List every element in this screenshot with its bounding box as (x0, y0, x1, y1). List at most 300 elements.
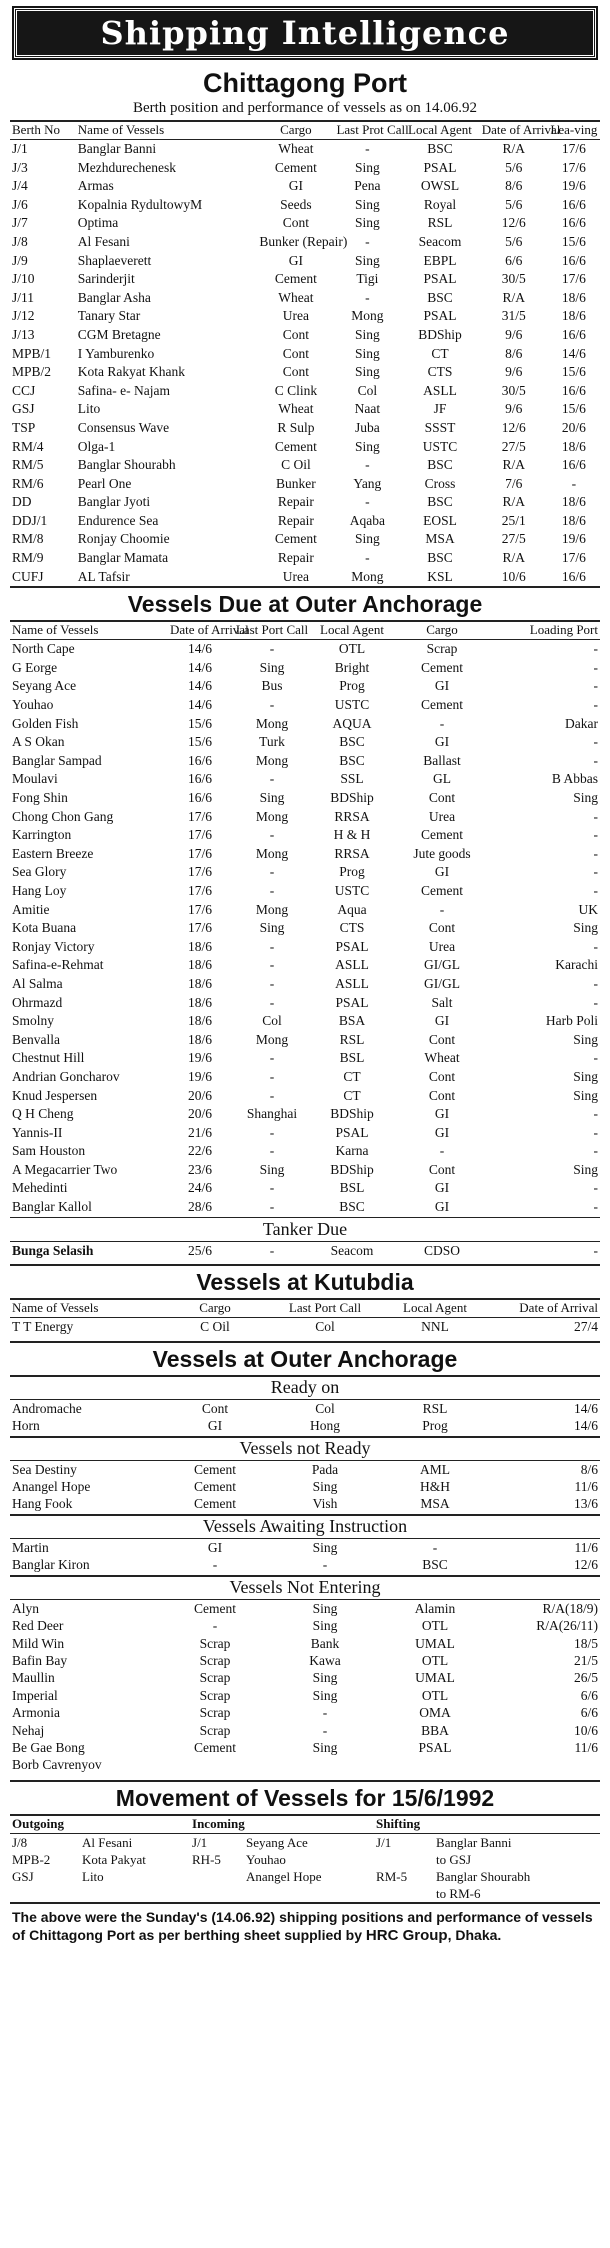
table-row (10, 1885, 600, 1902)
table-cell: UMAL (415, 1670, 455, 1686)
table-cell: GI (434, 1124, 450, 1140)
table-row (10, 400, 600, 419)
table-cell: - (212, 1557, 218, 1573)
table-cell: - (269, 1180, 275, 1196)
table-row (10, 140, 600, 159)
table-cell: AQUA (332, 715, 372, 731)
table-cell: 16/6 (187, 752, 212, 768)
table-cell: PSAL (335, 938, 369, 954)
table-cell: - (269, 1050, 275, 1066)
table-cell: A Megacarrier Two (12, 1161, 118, 1177)
port-title: Chittagong Port (203, 68, 407, 98)
table-cell: Lito (82, 1868, 104, 1884)
table-row (10, 363, 600, 382)
table-cell: Mezhdurechenesk (77, 159, 177, 175)
table-cell: 9/6 (505, 364, 523, 380)
table-cell: CTS (427, 364, 453, 380)
table-cell: 17/6 (561, 271, 586, 287)
table-cell: Mong (351, 568, 384, 584)
table-row (10, 1669, 600, 1686)
table-cell: 16/6 (561, 382, 586, 398)
table-cell: Hang Loy (12, 882, 67, 898)
table-cell: BSC (427, 494, 453, 510)
table-cell: 5/6 (505, 159, 523, 175)
table-cell: J/6 (12, 196, 28, 212)
table-cell: Sing (259, 790, 285, 805)
table-row (10, 975, 600, 994)
table-row (10, 994, 600, 1013)
table-cell: Optima (77, 215, 119, 231)
table-cell: - (593, 641, 598, 657)
table-cell: - (365, 550, 370, 566)
table-row (10, 1478, 600, 1495)
table-row (10, 475, 600, 494)
table-row (10, 1012, 600, 1031)
tanker-table (10, 1241, 600, 1261)
col-header: Outgoing (10, 1815, 190, 1834)
table-cell: Sing (312, 1687, 338, 1703)
table-cell: Sing (573, 1068, 598, 1084)
table-cell: J/7 (12, 215, 28, 231)
table-cell: Mong (255, 808, 289, 824)
table-cell: - (322, 1722, 328, 1738)
table-cell: 14/6 (187, 678, 212, 694)
table-cell: 18/6 (561, 289, 586, 305)
table-cell: JF (433, 401, 447, 417)
outer-group-table (10, 1460, 600, 1513)
table-cell: Urea (282, 568, 310, 584)
table-cell: - (269, 882, 275, 898)
table-cell: BSC (339, 752, 365, 768)
table-cell: - (432, 1539, 438, 1555)
table-cell: Amitie (12, 901, 50, 917)
table-cell: GI (434, 734, 450, 750)
table-cell: Mong (255, 901, 289, 917)
table-cell: Urea (428, 938, 456, 954)
table-cell: B Abbas (551, 771, 598, 787)
table-cell: Cont (428, 1068, 456, 1084)
table-cell: 17/6 (187, 845, 212, 861)
table-cell: 12/6 (573, 1557, 598, 1573)
table-cell: 22/6 (187, 1143, 212, 1159)
due-rows (10, 640, 600, 1217)
table-cell: to GSJ (436, 1851, 472, 1867)
table-cell: EBPL (423, 252, 457, 268)
table-cell: Banglar Banni (77, 141, 157, 156)
table-cell: Sing (354, 159, 380, 175)
table-cell: Naat (354, 401, 381, 417)
col-header: Local Agent (312, 621, 392, 640)
outer-group-title: Vessels not Ready (10, 1436, 600, 1459)
table-cell: Andrian Goncharov (12, 1068, 120, 1084)
table-cell: Lito (77, 401, 101, 417)
table-row (10, 1851, 600, 1868)
table-cell: Col (315, 1400, 335, 1416)
table-cell: 15/6 (561, 401, 586, 417)
table-cell: SSL (340, 771, 364, 787)
table-cell: Shaplaeverett (77, 252, 152, 268)
berth-table (10, 120, 600, 586)
table-cell: USTC (334, 697, 370, 713)
table-cell: - (365, 494, 370, 510)
table-cell: 5/6 (505, 196, 523, 212)
table-cell: MPB/1 (12, 345, 52, 361)
table-cell: - (593, 1143, 598, 1159)
table-cell: 16/6 (561, 252, 586, 268)
table-row (10, 1617, 600, 1634)
kutubdia-table (10, 1298, 600, 1337)
table-cell: J/4 (12, 178, 28, 194)
table-cell: Col (315, 1319, 335, 1335)
table-cell: KSL (427, 568, 453, 584)
table-row (10, 289, 600, 308)
table-cell: Chestnut Hill (12, 1050, 85, 1066)
table-cell: 19/6 (187, 1050, 212, 1066)
table-cell: Hong (310, 1418, 340, 1434)
col-header: Date of Arrival (490, 1299, 600, 1318)
table-cell: - (593, 734, 598, 750)
table-cell: Cont (201, 1400, 229, 1416)
table-cell: 6/6 (505, 252, 523, 268)
masthead: Shipping Intelligence (14, 8, 596, 58)
table-cell: J/1 (192, 1834, 208, 1850)
table-cell: CTS (339, 920, 365, 936)
table-cell: J/1 (376, 1834, 392, 1850)
table-cell: 15/6 (187, 715, 212, 731)
table-row (10, 1087, 600, 1106)
table-cell: GI/GL (424, 957, 460, 973)
table-cell: 25/1 (501, 512, 526, 528)
table-cell: OTL (338, 641, 366, 657)
table-row (10, 901, 600, 920)
table-cell: GI/GL (424, 975, 460, 991)
table-cell: - (365, 457, 370, 473)
table-cell: GI (207, 1539, 223, 1555)
table-cell: Col (357, 382, 378, 398)
outer-groups (10, 1375, 600, 1774)
table-cell: Al Fesani (77, 233, 130, 249)
table-row (10, 1756, 600, 1773)
table-row (10, 326, 600, 345)
table-cell: 17/6 (187, 827, 212, 843)
table-cell: GI (434, 1013, 450, 1029)
table-cell: Urea (282, 308, 310, 324)
table-cell: Sing (312, 1739, 338, 1755)
table-cell: GSJ (12, 1868, 34, 1884)
table-cell: 6/6 (580, 1687, 598, 1703)
table-cell: UK (578, 901, 598, 917)
table-cell: Mild Win (12, 1635, 65, 1651)
table-cell: - (593, 752, 598, 768)
table-row (10, 1599, 600, 1617)
col-header: Date of Arrival (480, 121, 548, 140)
table-cell: - (322, 1705, 328, 1721)
table-cell: Sing (312, 1479, 338, 1495)
table-cell: Youhao (246, 1851, 286, 1867)
table-cell: OWSL (420, 178, 460, 194)
table-cell: 9/6 (505, 326, 523, 342)
table-cell: - (269, 1068, 275, 1084)
table-row (10, 640, 600, 659)
table-cell: Eastern Breeze (12, 845, 94, 861)
table-cell: Banglar Jyoti (77, 494, 151, 510)
outer-group-table (10, 1599, 600, 1774)
table-cell: Scrap (426, 641, 458, 657)
table-cell: Sing (573, 920, 598, 936)
table-cell (10, 1885, 80, 1902)
table-cell: Endurence Sea (77, 512, 159, 528)
table-cell: Safina- e- Najam (77, 382, 171, 398)
table-cell: 18/6 (561, 494, 586, 510)
table-cell: 19/6 (187, 1068, 212, 1084)
table-cell: 12/6 (501, 419, 526, 435)
table-cell: MSA (420, 1496, 450, 1512)
table-cell: Dakar (565, 715, 598, 731)
kutubdia-rows (10, 1318, 600, 1337)
table-cell: USTC (422, 438, 458, 454)
movement-rows (10, 1833, 600, 1902)
table-cell: 14/6 (561, 345, 586, 361)
table-cell: Moulavi (12, 771, 58, 787)
berth-rows (10, 140, 600, 587)
table-cell: OTL (421, 1652, 449, 1668)
table-cell: - (269, 938, 275, 954)
table-cell: - (269, 697, 275, 713)
table-cell: A S Okan (12, 734, 65, 750)
table-cell: Consensus Wave (77, 419, 170, 435)
table-row (10, 1868, 600, 1885)
col-header: Shifting (374, 1815, 600, 1834)
table-cell: UMAL (415, 1635, 455, 1651)
table-row (10, 252, 600, 271)
table-cell: J/11 (12, 289, 35, 305)
table-cell: 18/6 (187, 1031, 212, 1047)
outer-group-table (10, 1399, 600, 1435)
table-cell: Banglar Asha (77, 289, 151, 305)
table-cell: - (593, 1242, 598, 1258)
table-row (10, 1833, 600, 1851)
table-cell: Sing (354, 196, 380, 212)
table-row (10, 1417, 600, 1434)
table-cell: 14/6 (573, 1418, 598, 1434)
table-cell: 20/6 (561, 419, 586, 435)
table-row (10, 752, 600, 771)
table-cell: RRSA (334, 808, 370, 824)
table-row (10, 808, 600, 827)
table-cell: TSP (12, 419, 36, 435)
movement-title: Movement of Vessels for 15/6/1992 (115, 1784, 495, 1811)
table-cell: Sing (354, 345, 380, 361)
table-cell: GI (434, 1106, 450, 1122)
table-row (10, 1635, 600, 1652)
table-cell: 18/6 (561, 512, 586, 528)
table-cell: MSA (425, 531, 455, 547)
table-cell: 6/6 (580, 1705, 598, 1721)
kutubdia-title: Vessels at Kutubdia (196, 1269, 414, 1296)
table-row (10, 530, 600, 549)
table-row (10, 1687, 600, 1704)
berth-subtitle: Berth position and performance of vessels as on 14.06.92 (132, 100, 478, 116)
table-cell: CUFJ (12, 568, 44, 584)
table-cell: Banglar Shourabh (436, 1868, 531, 1884)
table-cell: T T Energy (12, 1319, 74, 1335)
table-cell: Karrington (12, 827, 72, 843)
table-cell: - (593, 1199, 598, 1215)
table-cell: Sing (312, 1618, 338, 1634)
table-cell: PSAL (423, 308, 457, 324)
table-cell: Sing (312, 1670, 338, 1686)
col-header: Local Agent (400, 121, 479, 140)
table-cell: - (269, 1087, 275, 1103)
table-cell: AL Tafsir (77, 568, 130, 584)
table-cell: Be Gae Bong (12, 1739, 85, 1755)
table-cell: Mong (255, 752, 289, 768)
table-cell: Q H Cheng (12, 1106, 74, 1122)
table-cell: Sam Houston (12, 1143, 86, 1159)
outer-title: Vessels at Outer Anchorage (152, 1345, 458, 1372)
table-cell: 19/6 (561, 178, 586, 194)
table-cell: Cement (274, 271, 317, 287)
table-cell: Horn (12, 1418, 40, 1434)
table-row (10, 1161, 600, 1180)
table-cell: Bus (261, 678, 283, 694)
table-cell: - (269, 1143, 275, 1159)
table-cell: BBA (421, 1722, 449, 1738)
table-row (10, 919, 600, 938)
col-header: Berth No (10, 121, 76, 140)
col-header: Cargo (160, 1299, 270, 1318)
table-cell: Cement (274, 438, 317, 454)
table-cell: 17/6 (561, 159, 586, 175)
table-cell: Scrap (199, 1687, 231, 1703)
table-cell: 18/6 (561, 308, 586, 324)
due-title: Vessels Due at Outer Anchorage (127, 591, 483, 618)
table-cell: Alamin (414, 1600, 456, 1616)
table-cell: AML (420, 1461, 450, 1477)
table-cell: DD (12, 494, 32, 510)
table-cell: 27/5 (501, 438, 526, 454)
table-cell: 14/6 (187, 697, 212, 713)
table-row (10, 438, 600, 457)
table-cell: - (593, 994, 598, 1010)
table-cell: Hang Fook (12, 1496, 73, 1512)
table-cell: Ronjay Choomie (77, 531, 170, 547)
table-cell: Prog (339, 678, 365, 694)
table-cell: BDShip (418, 326, 462, 342)
table-row (10, 512, 600, 531)
table-cell: Sing (573, 790, 598, 805)
table-cell: - (269, 975, 275, 991)
table-cell: Cement (274, 531, 317, 547)
col-header: Date of Arrival (168, 621, 232, 640)
table-cell: Nehaj (12, 1722, 45, 1738)
table-cell: Urea (428, 808, 456, 824)
table-row (10, 382, 600, 401)
table-cell: BDShip (330, 790, 374, 805)
col-header: Loading Port (492, 621, 600, 640)
table-cell: Jute goods (413, 845, 471, 861)
table-cell: Turk (259, 734, 285, 750)
table-cell: Wheat (424, 1050, 460, 1066)
table-cell: - (439, 715, 445, 731)
col-header: Cargo (392, 621, 492, 640)
table-cell: Sing (573, 1031, 598, 1047)
table-cell: 17/6 (187, 882, 212, 898)
table-cell: OMA (419, 1705, 451, 1721)
table-cell: Maullin (12, 1670, 55, 1686)
table-cell: Cont (282, 345, 310, 361)
table-cell: BSC (427, 550, 453, 566)
table-cell: R/A (502, 550, 525, 566)
table-cell: C Oil (200, 1319, 230, 1335)
table-cell: Al Fesani (82, 1834, 133, 1850)
table-cell: J/8 (12, 1834, 28, 1850)
table-cell: GI (434, 678, 450, 694)
table-row (10, 1105, 600, 1124)
table-cell: Smolny (12, 1013, 55, 1029)
table-cell: - (593, 808, 598, 824)
table-cell (160, 1756, 270, 1773)
table-row (10, 1538, 600, 1556)
table-row (10, 1198, 600, 1217)
table-cell: GI (288, 252, 304, 268)
table-row (10, 733, 600, 752)
table-cell: OTL (421, 1687, 449, 1703)
table-cell: RSL (339, 1031, 365, 1047)
table-cell: Olga-1 (77, 438, 116, 454)
table-cell: Alyn (12, 1600, 39, 1616)
table-row (10, 1241, 600, 1260)
table-row (10, 233, 600, 252)
table-cell (374, 1851, 434, 1868)
table-cell: Kota Pakyat (82, 1851, 146, 1867)
table-cell: Ronjay Victory (12, 938, 95, 954)
table-cell: 31/5 (501, 308, 526, 324)
table-cell: - (269, 771, 275, 787)
table-cell: Ohrmazd (12, 994, 63, 1010)
table-cell: - (439, 1143, 445, 1159)
table-row (10, 789, 600, 808)
table-cell: 16/6 (561, 457, 586, 473)
table-cell: Karna (335, 1143, 369, 1159)
table-cell: 14/6 (187, 641, 212, 657)
table-cell: - (593, 1106, 598, 1122)
table-cell: 15/6 (561, 233, 586, 249)
table-cell: - (439, 901, 445, 917)
table-cell: Mong (255, 715, 289, 731)
outer-group-title: Vessels Not Entering (10, 1575, 600, 1598)
table-cell: 18/6 (187, 938, 212, 954)
table-cell: J/9 (12, 252, 28, 268)
table-cell: Cont (428, 790, 456, 805)
table-cell: GSJ (12, 401, 35, 417)
table-cell: 21/6 (187, 1124, 212, 1140)
table-row (10, 1495, 600, 1512)
table-cell: J/10 (12, 271, 35, 287)
table-cell: - (269, 957, 275, 973)
table-cell: GI (434, 864, 450, 880)
table-cell: Pearl One (77, 475, 132, 491)
table-cell: 18/6 (187, 975, 212, 991)
table-cell: Sing (259, 920, 285, 936)
footer-place: , Dhaka. (447, 1926, 502, 1943)
table-cell: 17/6 (187, 864, 212, 880)
table-row (10, 1142, 600, 1161)
table-cell: RRSA (334, 845, 370, 861)
table-cell: Yannis-II (12, 1124, 63, 1140)
table-cell: Anangel Hope (12, 1479, 91, 1495)
tanker-rows (10, 1241, 600, 1260)
